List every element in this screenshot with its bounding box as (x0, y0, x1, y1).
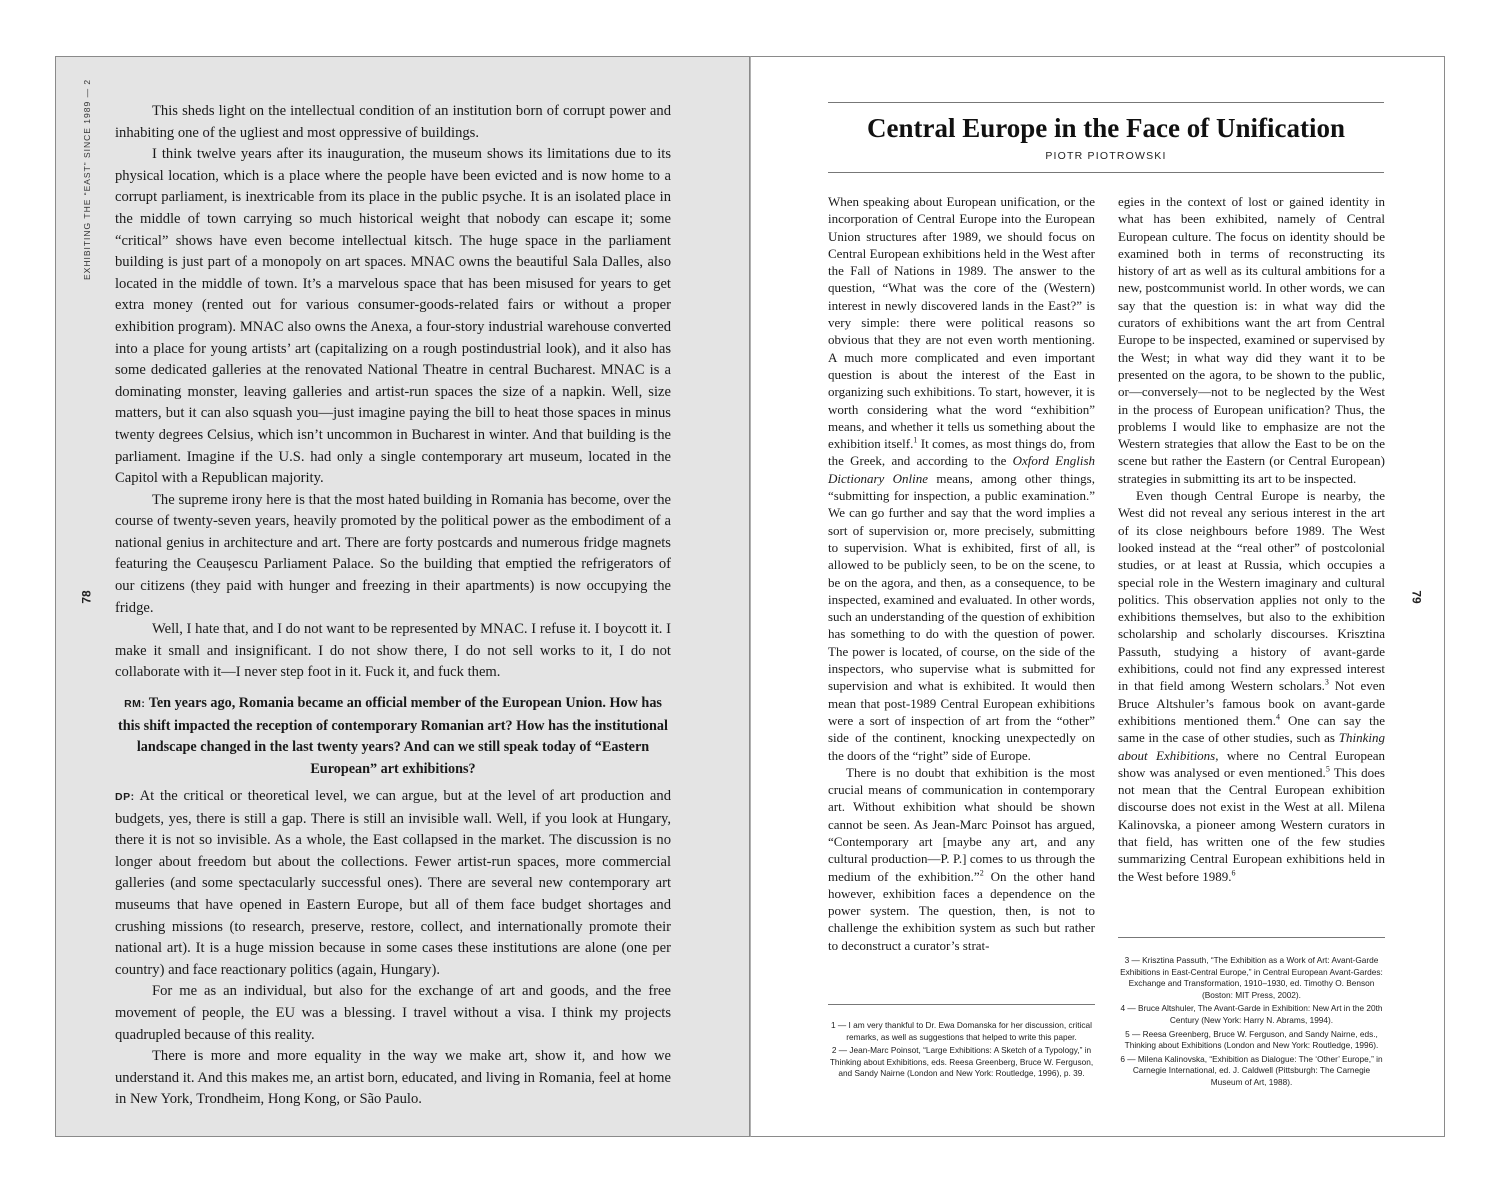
column-1 (828, 193, 1095, 954)
footnote-ref: 2 (979, 868, 984, 878)
footnotes-right (1118, 955, 1385, 1091)
footnote-ref: 1 (913, 435, 918, 445)
paragraph: Even though Central Europe is nearby, the West did not reveal any serious interest in the art of its close neighbours before 1989. The West looked instead at the “real other” of postcolonial studies, or at least at Russia, which occupies a special role in the Western imaginary and cultural politics. This observation applies not only to the exhibitions themselves, but also to the exhibition scholarship and scholarly discourses. Krisztina Passuth, studying a history of avant-garde exhibitions, could not find any expressed interest in that field among Western scholars.$^3$ Not even Bruce Altshuler’s famous book on avant-garde exhibitions mentioned them.$^4$ One can say the same in the case of other studies, such as Thinking about Exhibitions, where no Central European show was analysed or even mentioned.$^5$ This does not mean that the Central European exhibition discourse does not exist in the West at all. Milena Kalinovska, a pioneer among Western curators in that field, has written one of the few studies summarizing Central European exhibitions held in the West before 1989.$^6$ (1118, 488, 1385, 884)
footnote: 6 — Milena Kalinovska, “Exhibition as Dialogue: The ‘Other’ Europe,” in Carnegie International, ed. J. Caldwell (Pittsburgh: The Carnegie Museum of Art, 1988). (1120, 1053, 1383, 1087)
paragraph: The supreme irony here is that the most hated building in Romania has become, over the course of twenty-seven years, heavily promoted by the political power as the embodiment of a national genius in architecture and art. There are forty postcards and numerous fridge magnets featuring the Ceaușescu Parliament Palace. So the building that emptied the refrigerators of our citizens (they paid with hunger and freezing in their apartments) is now occupying the fridge. (115, 491, 671, 616)
title-rule-top (828, 102, 1384, 103)
paragraph: For me as an individual, but also for the exchange of art and goods, and the free movement of people, the EU was a blessing. I travel without a visa. I think my projects quadrupled because of this reality. (115, 983, 671, 1043)
question-text: Ten years ago, Romania became an official member of the European Union. How has this shift impacted the reception of contemporary Romanian art? How has the institutional landscape changed in the last twenty years? And can we still speak today of “Eastern European” art exhibitions? (118, 695, 668, 777)
footnote-rule-left (828, 1004, 1095, 1005)
footnote-ref: 5 (1325, 764, 1330, 774)
interview-question (115, 693, 671, 780)
paragraph: Well, I hate that, and I do not want to be represented by MNAC. I refuse it. I boycott it. I make it small and insignificant. I do not show there, I do not sell works to it, I do not collaborate with it—I never step foot in it. Fuck it, and fuck them. (115, 621, 671, 681)
title-rule-bottom (828, 172, 1384, 173)
column-2 (1118, 193, 1385, 885)
paragraph: I think twelve years after its inauguration, the museum shows its limitations due to its physical location, which is a place where the people have been evicted and is now home to a corrupt parliament, is inextricable from its place in the public psyche. It is an isolated place in the middle of town carrying so much historical weight that nobody can escape it; some “critical” shows have even become intellectual kitsch. The huge space in the parliament building is just part of a monopoly on art spaces. MNAC owns the beautiful Sala Dalles, also located in the middle of town. It’s a marvelous space that has been misused for years to get extra money (rented out for various consumer-goods-related fairs or without a proper exhibition program). MNAC also owns the Anexa, a four-story industrial warehouse converted into a place for young artists’ art (capitalizing on a rough postindustrial look), and it also has some dedicated galleries at the renovated National Theatre in central Bucharest. MNAC is a dominating monster, leaving galleries and artist-run spaces the size of a napkin. Well, size matters, but it can also squash you—just imagine paying the bill to heat those spaces in minus twenty degrees Celsius, which isn’t uncommon in Bucharest in winter. And that building is the parliament. Imagine if the U.S. had only a single contemporary art museum, located in the Capitol with a Republican majority. (115, 146, 671, 487)
paragraph: egies in the context of lost or gained identity in what has been exhibited, namely of Central European culture. The focus on identity should be examined both in terms of reconstructing its history of art as well as its cultural ambitions for a new, postcommunist world. In other words, we can say that the question is: in what way did the curators of exhibitions want the art from Central Europe to be inspected, examined or supervised by the West; in what way did they want it to be presented on the agora, to be shown to the public, or—conversely—not to be neglected by the West in the process of European unification? Thus, the problems I would like to emphasize are not the Western strategies that allow the East to be on the scene but rather the Eastern (or Central European) strategies in submitting its art to be inspected. (1118, 194, 1385, 486)
left-body-text (115, 101, 671, 1111)
page-number-left: 78 (79, 590, 94, 604)
paragraph: There is more and more equality in the way we make art, show it, and how we understand it. And this makes me, an artist born, educated, and living in Romania, feel at home in New York, Trondheim, Hong Kong, or São Paulo. (115, 1048, 671, 1108)
paragraph: There is no doubt that exhibition is the most crucial means of communication in contemporary art. Without exhibition what should be shown cannot be seen. As Jean-Marc Poinsot has argued, “Contemporary art [maybe any art, and any cultural production—P. P.] comes to us through the medium of the exhibition.”$^2$ On the other hand however, exhibition faces a dependence on the power system. The question, then, is not to challenge the exhibition system as such but rather to deconstruct a curator’s strat- (828, 764, 1095, 953)
speaker-label: RM: (124, 698, 146, 711)
page-number-right: 79 (1409, 590, 1424, 604)
paragraph: This sheds light on the intellectual condition of an institution born of corrupt power and inhabiting one of the ugliest and most oppressive of buildings. (115, 103, 671, 141)
footnote: 3 — Krisztina Passuth, “The Exhibition as a Work of Art: Avant-Garde Exhibitions in East-Central Europe,” in Central European Avant-Gardes: Exchange and Transformation, 1910–1930, ed. Timothy O. Benson (Boston: MIT Press, 2002). (1120, 955, 1383, 1000)
answer-text: At the critical or theoretical level, we can argue, but at the level of art production and budgets, yes, there is still a gap. There is still an invisible wall. Well, if you look at Hungary, there it is not so invisible. As a whole, the East collapsed in the market. The discussion is no longer about freedom but about the collections. Fewer artist-run spaces, more commercial galleries (and some spectacularly successful ones). There are several new contemporary art museums that have opened in Eastern Europe, but all of them face budget shortages and crushing missions (to research, preserve, restore, collect, and internationally promote their national art). It is a huge mission because in some cases these institutions are alone (one per country) and face reactionary politics (again, Hungary). (115, 788, 672, 978)
footnotes-left (828, 1020, 1095, 1082)
footnote: 5 — Reesa Greenberg, Bruce W. Ferguson, and Sandy Nairne, eds., Thinking about Exhibitions (London and New York: Routledge, 1996). (1124, 1028, 1379, 1051)
answer-paragraph (115, 786, 671, 981)
paragraph: When speaking about European unification, or the incorporation of Central Europe into the European Union structures after 1989, we should focus on Central European exhibitions held in the West after the Fall of Nations in 1989. The answer to the question, “What was the core of the (Western) interest in newly discovered lands in the East?” is very simple: there were political reasons so obvious that they are not even worth mentioning. A much more complicated and even important question is about the interest of the East in organizing such exhibitions. To start, however, it is worth considering what the word “exhibition” means, and whether it tells us something about the exhibition itself.$^1$ It comes, as most things do, from the Greek, and according to the Oxford English Dictionary Online means, among other things, “submitting for inspection, a public examination.” We can go further and say that the word implies a sort of supervision or, more precisely, submitting to supervision. What is exhibited, first of all, is allowed to be publicly seen, to be on the scene, to be on the agora, and then, as a consequence, to be inspected, examined and evaluated. In other words, such an understanding of the question of exhibition has something to do with the question of power. The power is located, of course, on the side of the inspectors, who supervise what is submitted for supervision and what is exhibited. It would then mean that post-1989 Central European exhibitions were a sort of inspection of art from the “other” side of the continent, knocking unexpectedly on the doors of the “right” side of Europe. (828, 194, 1095, 763)
running-head: EXHIBITING THE “EAST” SINCE 1989 — 2 (82, 78, 92, 280)
footnote-ref: 6 (1231, 868, 1236, 878)
footnote: 2 — Jean-Marc Poinsot, “Large Exhibitions: A Sketch of a Typology,” in Thinking about Exhibitions, eds. Reesa Greenberg, Bruce W. Ferguson, and Sandy Nairne (London and New York: Routledge, 1996), p. 39. (829, 1045, 1094, 1079)
footnote-rule-right (1118, 937, 1385, 938)
footnote: 1 — I am very thankful to Dr. Ewa Domanska for her discussion, critical remarks, as well as suggestions that helped to write this paper. (831, 1020, 1092, 1042)
article-title: Central Europe in the Face of Unification (867, 113, 1345, 143)
speaker-label: DP: (115, 791, 135, 804)
article-author: PIOTR PIOTROWSKI (1045, 150, 1167, 162)
footnote: 4 — Bruce Altshuler, The Avant-Garde in Exhibition: New Art in the 20th Century (New York: Harry N. Abrams, 1994). (1120, 1003, 1383, 1025)
footnote-ref: 4 (1275, 712, 1280, 722)
footnote-ref: 3 (1324, 677, 1329, 687)
